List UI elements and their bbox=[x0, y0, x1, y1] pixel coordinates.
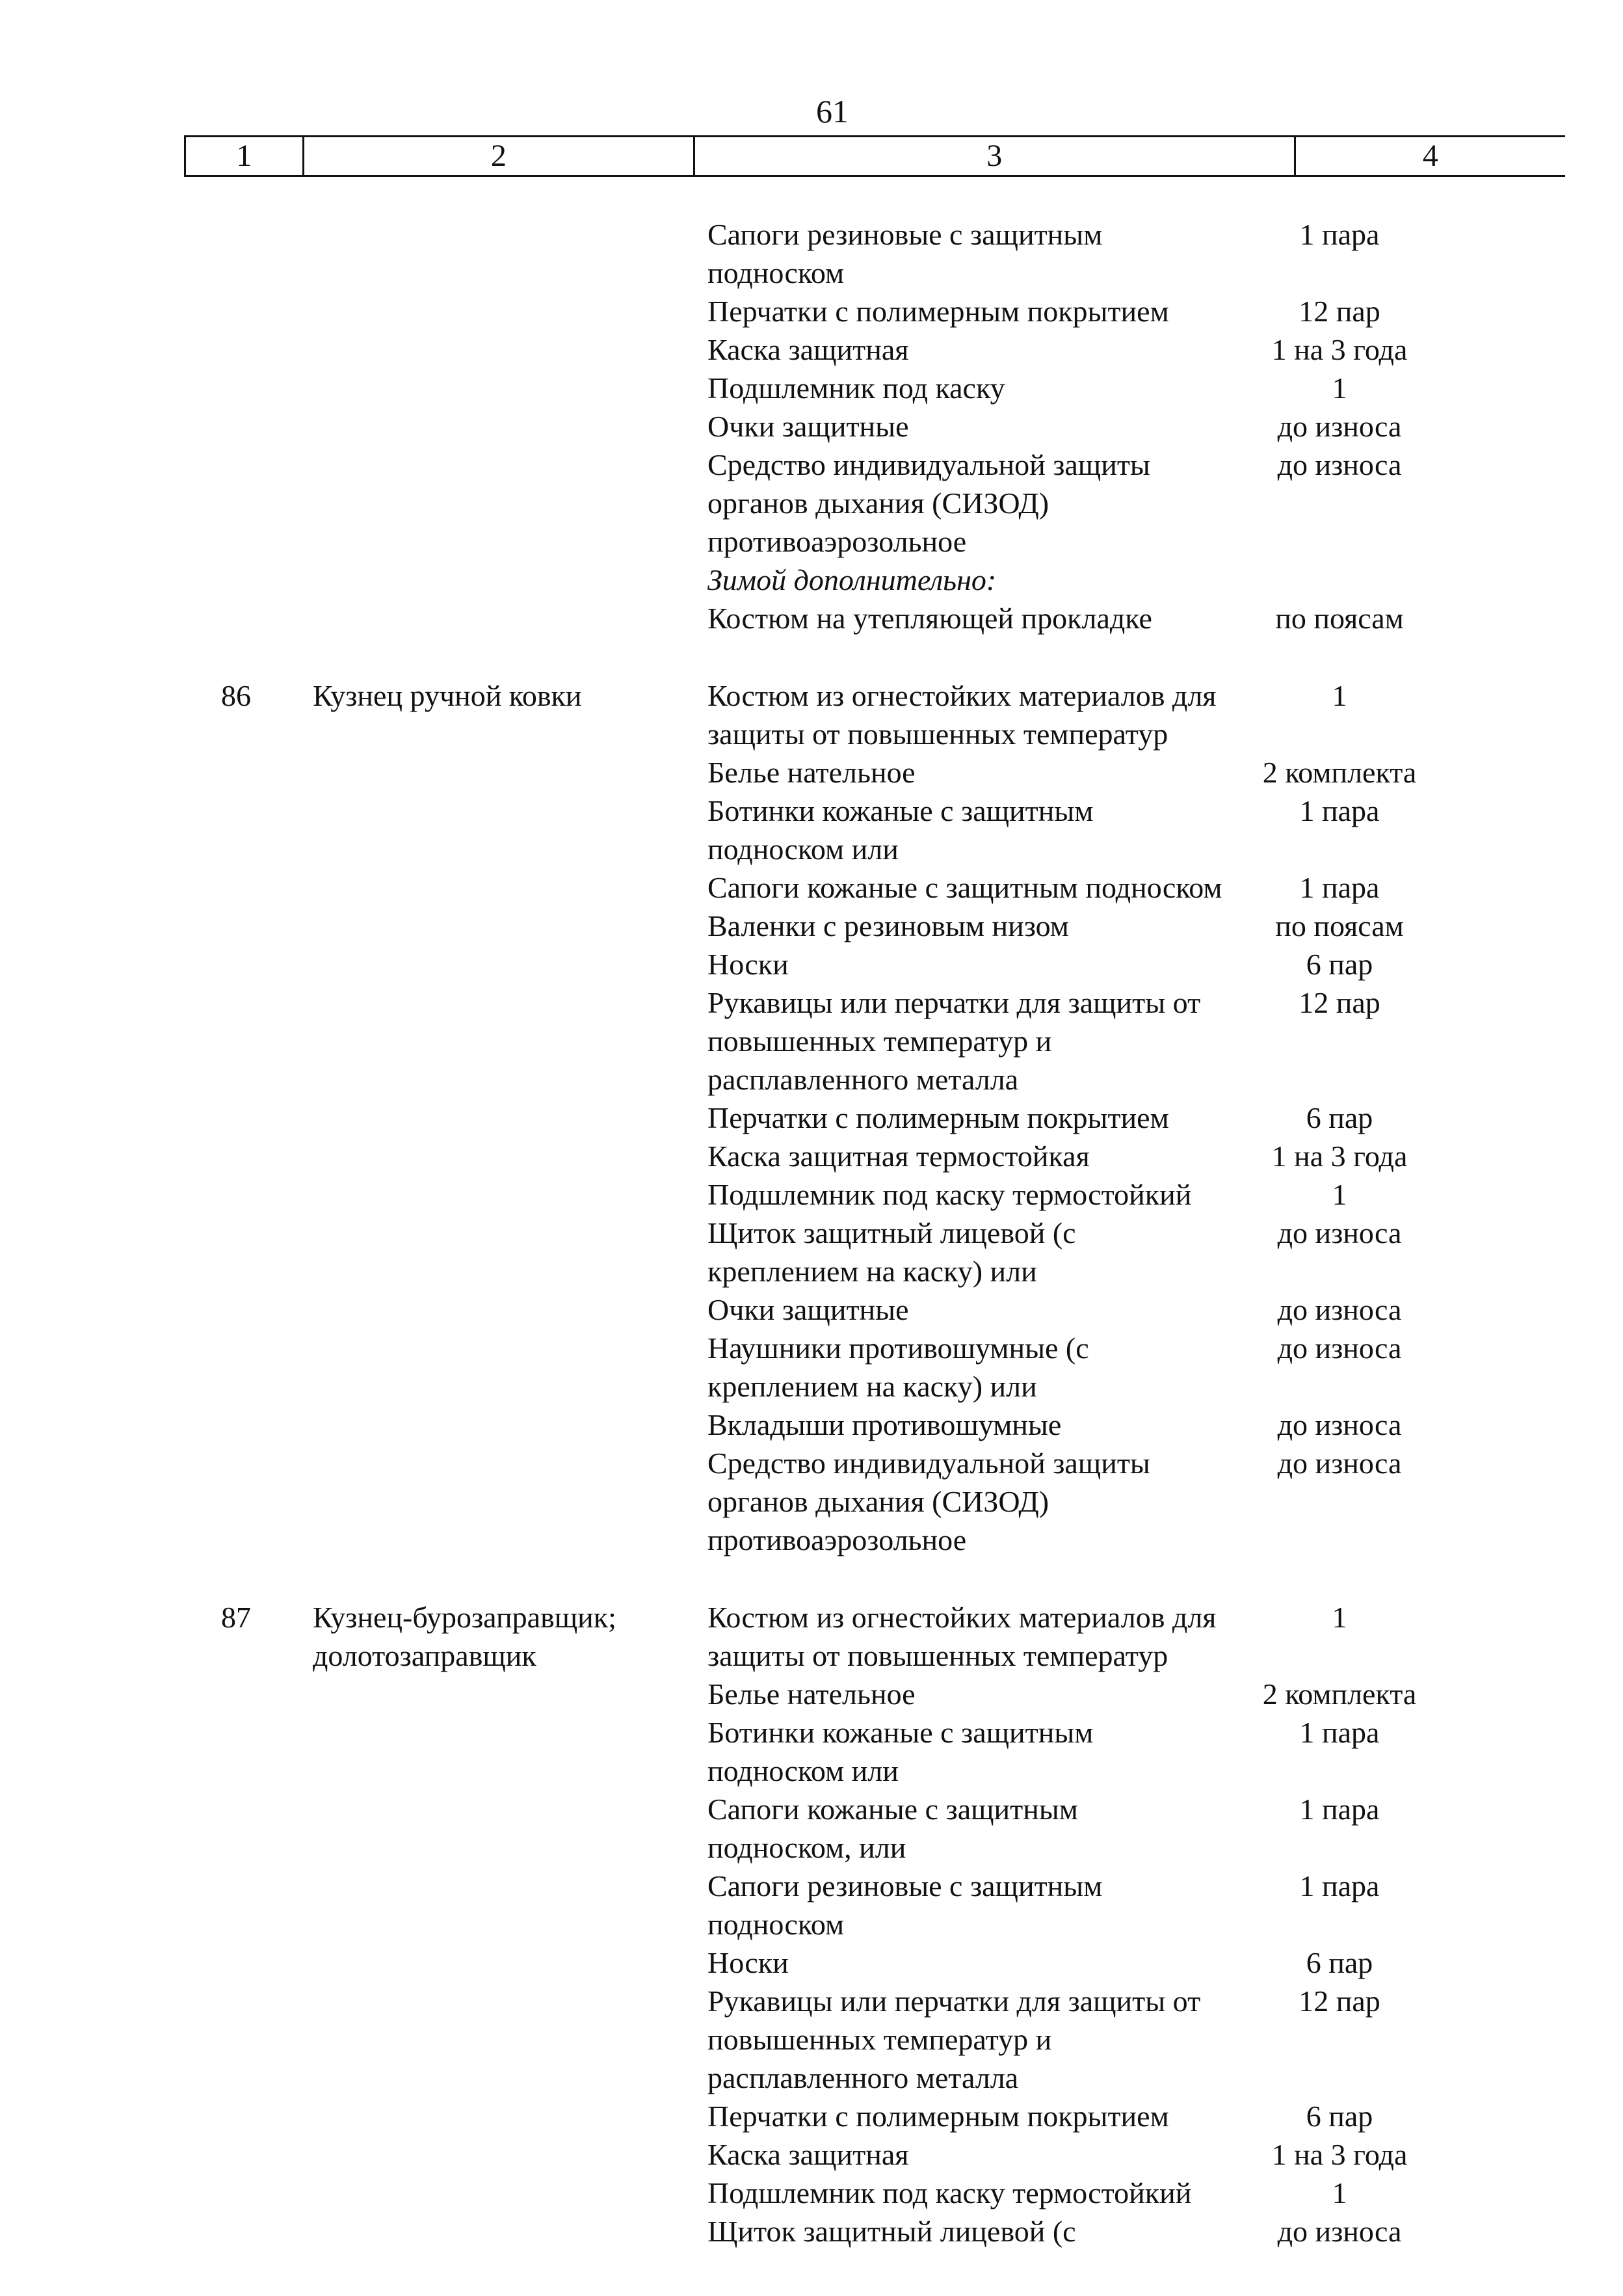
item-name: Подшлемник под каску термостойкий bbox=[707, 2176, 1192, 2209]
item-name: Рукавицы или перчатки для защиты от bbox=[707, 1984, 1201, 2018]
item-name: Сапоги кожаные с защитным bbox=[707, 1793, 1078, 1826]
item-name: Ботинки кожаные с защитным bbox=[707, 1716, 1094, 1749]
item-norm: 1 bbox=[1332, 371, 1347, 405]
item-name: расплавленного металла bbox=[707, 1063, 1019, 1096]
item-norm: до износа bbox=[1277, 448, 1402, 481]
item-name: Костюм на утепляющей прокладке bbox=[707, 602, 1152, 635]
item-name: повышенных температур и bbox=[707, 2023, 1052, 2056]
item-name: Перчатки с полимерным покрытием bbox=[707, 295, 1169, 328]
item-norm: 6 пар bbox=[1306, 1946, 1373, 1979]
item-name: органов дыхания (СИЗОД) bbox=[707, 487, 1049, 520]
item-name: подноском bbox=[707, 256, 845, 289]
item-name: Сапоги резиновые с защитным bbox=[707, 218, 1103, 251]
item-norm: 1 bbox=[1332, 1178, 1347, 1211]
item-name: Перчатки с полимерным покрытием bbox=[707, 2100, 1169, 2133]
item-name: подноском bbox=[707, 1908, 845, 1941]
item-name: Очки защитные bbox=[707, 410, 909, 443]
item-norm: 1 пара bbox=[1299, 218, 1380, 251]
item-name: защиты от повышенных температур bbox=[707, 717, 1168, 751]
item-norm: по поясам bbox=[1275, 602, 1404, 635]
item-name: противоаэрозольное bbox=[707, 1523, 967, 1556]
item-name: повышенных температур и bbox=[707, 1024, 1052, 1058]
row-number: 86 bbox=[221, 679, 251, 712]
item-name: подноском или bbox=[707, 1754, 899, 1787]
item-name: Костюм из огнестойких материалов для bbox=[707, 1601, 1217, 1634]
item-norm: 1 пара bbox=[1299, 1869, 1380, 1902]
item-name: Наушники противошумные (с bbox=[707, 1331, 1089, 1365]
item-name: Носки bbox=[707, 948, 789, 981]
column-header-1: 1 bbox=[186, 137, 304, 175]
item-name: органов дыхания (СИЗОД) bbox=[707, 1485, 1049, 1518]
item-norm: до износа bbox=[1277, 410, 1402, 443]
profession-name: Кузнец-бурозаправщик; bbox=[313, 1601, 616, 1634]
item-name: защиты от повышенных температур bbox=[707, 1639, 1168, 1672]
item-norm: до износа bbox=[1277, 1408, 1402, 1441]
item-name: креплением на каску) или bbox=[707, 1255, 1037, 1288]
item-name: противоаэрозольное bbox=[707, 525, 967, 558]
item-norm: 1 пара bbox=[1299, 1716, 1380, 1749]
item-name: Сапоги кожаные с защитным подноском bbox=[707, 871, 1222, 904]
item-name: Очки защитные bbox=[707, 1293, 909, 1326]
item-norm: 1 bbox=[1332, 679, 1347, 712]
item-norm: 1 bbox=[1332, 2176, 1347, 2209]
item-norm: 1 на 3 года bbox=[1271, 1140, 1408, 1173]
item-norm: 2 комплекта bbox=[1262, 1677, 1417, 1711]
item-norm: 12 пар bbox=[1299, 986, 1380, 1019]
column-header-2: 2 bbox=[304, 137, 695, 175]
profession-name: долотозаправщик bbox=[313, 1639, 536, 1672]
item-name: Каска защитная bbox=[707, 333, 909, 366]
item-name: Вкладыши противошумные bbox=[707, 1408, 1062, 1441]
item-name: Подшлемник под каску bbox=[707, 371, 1005, 405]
item-norm: до износа bbox=[1277, 1331, 1402, 1365]
item-name: Валенки с резиновым низом bbox=[707, 909, 1069, 942]
item-name: Средство индивидуальной защиты bbox=[707, 448, 1150, 481]
item-norm: по поясам bbox=[1275, 909, 1404, 942]
item-norm: 1 на 3 года bbox=[1271, 2138, 1408, 2171]
row-number: 87 bbox=[221, 1601, 251, 1634]
item-name: Ботинки кожаные с защитным bbox=[707, 794, 1094, 827]
item-name: Белье нательное bbox=[707, 1677, 916, 1711]
item-norm: 12 пар bbox=[1299, 295, 1380, 328]
item-name: подноском, или bbox=[707, 1831, 906, 1864]
item-norm: 1 пара bbox=[1299, 871, 1380, 904]
item-norm: 12 пар bbox=[1299, 1984, 1380, 2018]
item-name: Носки bbox=[707, 1946, 789, 1979]
item-norm: 6 пар bbox=[1306, 2100, 1373, 2133]
column-header-3: 3 bbox=[695, 137, 1296, 175]
item-norm: до износа bbox=[1277, 2215, 1402, 2248]
item-name: Щиток защитный лицевой (с bbox=[707, 2215, 1076, 2248]
item-name: расплавленного металла bbox=[707, 2061, 1019, 2094]
profession-name: Кузнец ручной ковки bbox=[313, 679, 582, 712]
item-name: креплением на каску) или bbox=[707, 1370, 1037, 1403]
item-norm: 2 комплекта bbox=[1262, 756, 1417, 789]
item-name: Рукавицы или перчатки для защиты от bbox=[707, 986, 1201, 1019]
column-header-row bbox=[184, 135, 1565, 177]
item-name: Средство индивидуальной защиты bbox=[707, 1447, 1150, 1480]
column-header-4: 4 bbox=[1422, 139, 1438, 173]
item-name: Перчатки с полимерным покрытием bbox=[707, 1101, 1169, 1134]
item-norm: до износа bbox=[1277, 1447, 1402, 1480]
item-norm: 1 на 3 года bbox=[1271, 333, 1408, 366]
item-norm: 6 пар bbox=[1306, 1101, 1373, 1134]
item-norm: 1 пара bbox=[1299, 794, 1380, 827]
item-name: Каска защитная bbox=[707, 2138, 909, 2171]
item-norm: 1 пара bbox=[1299, 1793, 1380, 1826]
item-name: подноском или bbox=[707, 833, 899, 866]
item-norm: до износа bbox=[1277, 1216, 1402, 1249]
item-name: Сапоги резиновые с защитным bbox=[707, 1869, 1103, 1902]
item-name: Костюм из огнестойких материалов для bbox=[707, 679, 1217, 712]
item-name: Каска защитная термостойкая bbox=[707, 1140, 1090, 1173]
item-norm: 6 пар bbox=[1306, 948, 1373, 981]
item-name: Белье нательное bbox=[707, 756, 916, 789]
item-name: Зимой дополнительно: bbox=[707, 563, 997, 596]
item-name: Подшлемник под каску термостойкий bbox=[707, 1178, 1192, 1211]
item-name: Щиток защитный лицевой (с bbox=[707, 1216, 1076, 1249]
item-norm: до износа bbox=[1277, 1293, 1402, 1326]
page-number: 61 bbox=[816, 93, 849, 129]
item-norm: 1 bbox=[1332, 1601, 1347, 1634]
